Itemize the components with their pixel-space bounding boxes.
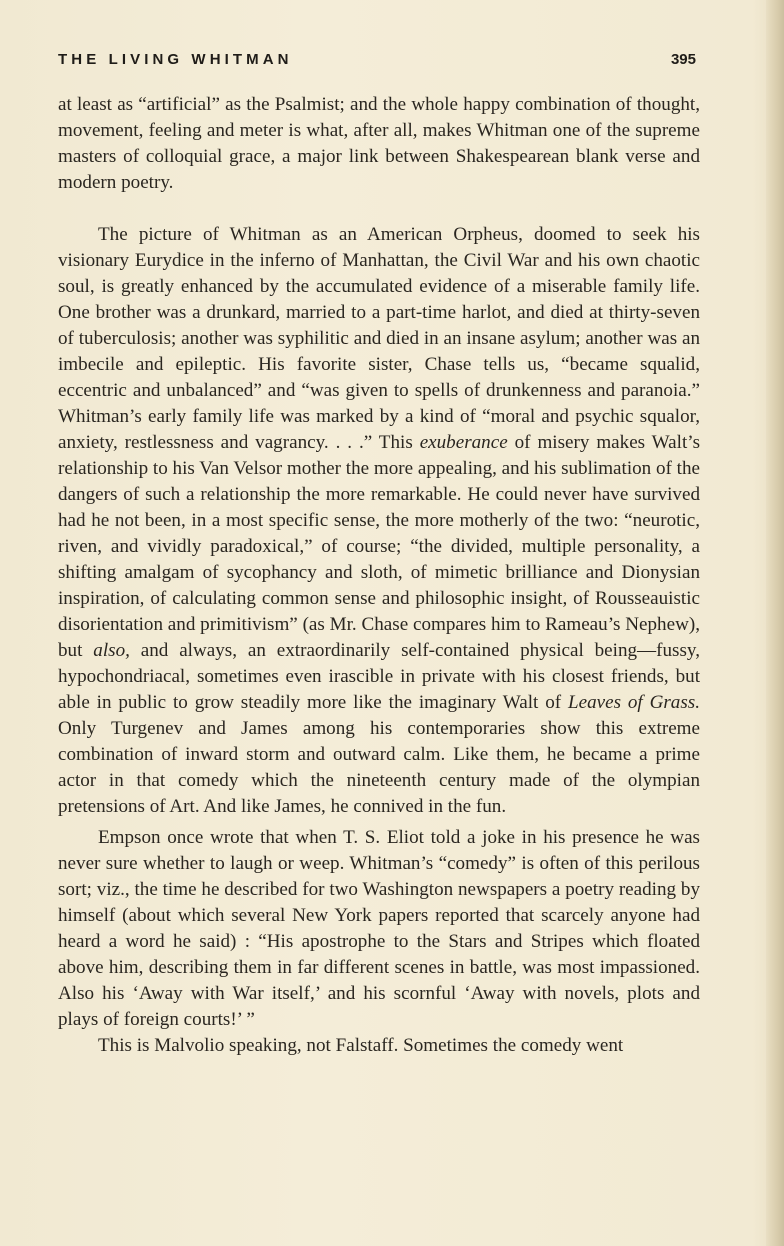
body-text: [58, 92, 700, 1059]
text-run: This is Malvolio speaking, not Falstaff. Sometimes the comedy went: [98, 1035, 624, 1056]
text-run: of misery makes Walt’s relationship to his Van Velsor mother the more appealing, and his sublimation of the dangers of such a relationship the more remarkable. He could never have survived had he not been, in a most specific sense, the more motherly of the two: “neurotic, riven, and vividly paradoxical,” of course; “the divided, multiple personality, a shifting amalgam of sycophancy and sloth, of mimetic brilliance and Dionysian inspiration, of calculating common sense and philosophic insight, of Rousseauistic disorientation and primitivism” (as Mr. Chase compares him to Rameau’s Nephew), but: [58, 432, 701, 661]
page-number: 395: [670, 51, 696, 68]
text-run: at least as “artificial” as the Psalmist; and the whole happy combination of thought, movement, feeling and meter is what, after all, makes Whitman one of the supreme masters of colloquial grace, a major link between Shakespearean blank verse and modern poetry.: [58, 94, 700, 193]
paragraph: [58, 825, 700, 1033]
paragraph: [58, 222, 700, 820]
page-header: [58, 51, 696, 73]
paragraph: [58, 1033, 700, 1059]
paragraph: [58, 92, 700, 196]
italic-text: Leaves of Grass.: [567, 692, 700, 713]
italic-text: exuberance: [419, 432, 508, 453]
text-run: Empson once wrote that when T. S. Eliot told a joke in his presence he was never sure whether to laugh or weep. Whitman’s “comedy” is often of this perilous sort; viz., the time he described for two Washington newspapers a poetry reading by himself (about which several New York papers reported that scarcely anyone had heard a word he said) : “His apostrophe to the Stars and Stripes which floated above him, describing them in far different scenes in battle, was most impassioned. Also his ‘Away with War itself,’ and his scornful ‘Away with novels, plots and plays of foreign courts!’ ”: [58, 827, 700, 1030]
italic-text: also,: [93, 640, 130, 661]
running-head: THE LIVING WHITMAN: [58, 51, 293, 68]
text-run: Only Turgenev and James among his contemporaries show this extreme combination of inward storm and outward calm. Like them, he became a prime actor in that comedy which the nineteenth century made of the olympian pretensions of Art. And like James, he connived in the fun.: [58, 718, 700, 817]
page-edge-shadow: [766, 0, 784, 1246]
text-run: and always, an extraordinarily self-contained physical being—fussy, hypochondriacal, sometimes even irascible in private with his closest friends, but able in public to grow steadily more like the imaginary Walt of: [58, 640, 700, 713]
text-run: The picture of Whitman as an American Orpheus, doomed to seek his visionary Eurydice in the inferno of Manhattan, the Civil War and his own chaotic soul, is greatly enhanced by the accumulated evidence of a miserable family life. One brother was a drunkard, married to a part-time harlot, and died at thirty-seven of tuberculosis; another was syphilitic and died in an insane asylum; another was an imbecile and epileptic. His favorite sister, Chase tells us, “became squalid, eccentric and unbalanced” and “was given to spells of drunkenness and paranoia.” Whitman’s early family life was marked by a kind of “moral and psychic squalor, anxiety, restlessness and vagrancy. . . .” This: [58, 224, 700, 453]
